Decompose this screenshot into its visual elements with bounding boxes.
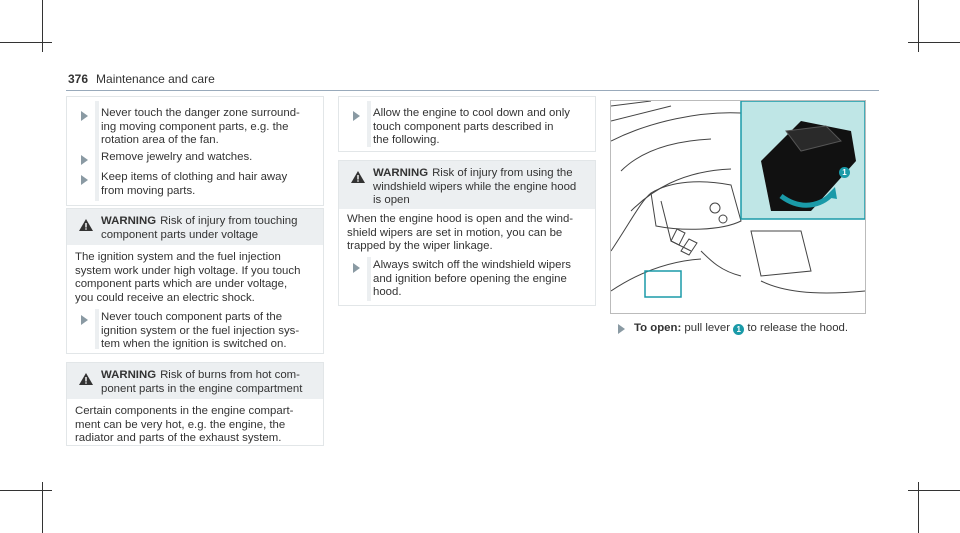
list-item: Keep items of clothing and hair away from moving parts.	[101, 171, 288, 197]
dashboard-drawing	[611, 101, 865, 313]
warning-box	[66, 208, 324, 354]
list-item: Always switch off the windshield wipers and ignition before opening the engine hood.	[373, 259, 571, 299]
warning-title: WARNING Risk of injury from using the windshield wipers while the engine hood is open	[373, 167, 577, 207]
middle-column	[338, 96, 596, 310]
bullet-box	[66, 96, 324, 206]
instruction-text: to release the hood.	[747, 322, 849, 334]
warning-triangle-icon	[79, 219, 93, 231]
warning-body: When the engine hood is open and the wind- shield wipers are set in motion, you can be trapped by the wiper linkage.	[347, 213, 574, 253]
warning-title: WARNING Risk of burns from hot com- ponent parts in the engine compartment	[101, 369, 303, 395]
warning-box	[338, 160, 596, 306]
section-title: Maintenance and care	[96, 72, 215, 86]
list-item: Remove jewelry and watches.	[101, 151, 253, 163]
warning-triangle-icon	[351, 171, 365, 183]
bullet-arrow-icon	[618, 324, 625, 334]
callout-badge: 1	[839, 167, 850, 178]
bullet-arrow-icon	[81, 175, 88, 185]
callout-badge: 1	[733, 324, 744, 335]
page-header	[68, 72, 215, 86]
bullet-arrow-icon	[353, 111, 360, 121]
warning-triangle-icon	[79, 373, 93, 385]
list-item: Allow the engine to cool down and only touch component parts described in the following.	[373, 107, 570, 147]
list-item: Never touch component parts of the ignition system or the fuel injection sys- tem when the ignition is switched on.	[101, 311, 300, 351]
warning-title: WARNING Risk of injury from touching component parts under voltage	[101, 215, 298, 241]
instruction-label: To open:	[634, 322, 682, 334]
instruction-text: pull lever	[684, 322, 731, 334]
bullet-arrow-icon	[353, 263, 360, 273]
header-divider	[66, 90, 879, 91]
hood-release-illustration	[610, 100, 866, 314]
warning-body: Certain components in the engine compart- ment can be very hot, e.g. the engine, the radiator and parts of the exhaust system.	[75, 405, 294, 445]
list-item: Never touch the danger zone surround- ing moving component parts, e.g. the rotation area of the fan.	[101, 107, 300, 147]
page-number: 376	[68, 72, 89, 86]
bullet-arrow-icon	[81, 111, 88, 121]
bullet-box	[338, 96, 596, 152]
left-column	[66, 96, 324, 446]
bullet-arrow-icon	[81, 155, 88, 165]
warning-box	[66, 362, 324, 446]
bullet-arrow-icon	[81, 315, 88, 325]
warning-body: The ignition system and the fuel injection system work under high voltage. If you touch component parts which are under voltage, you could receive an electric shock.	[75, 251, 301, 304]
